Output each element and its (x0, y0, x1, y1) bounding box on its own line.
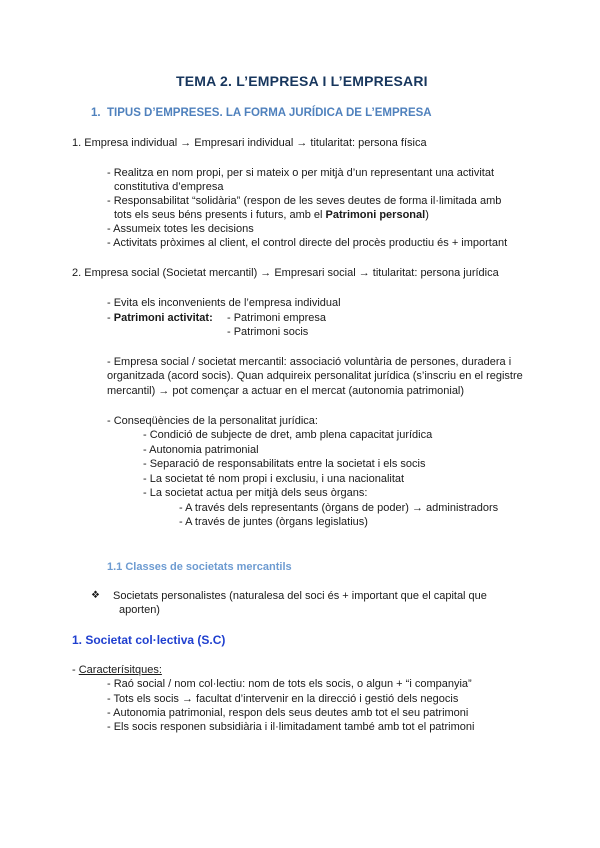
personalistes-line-2: aporten) (119, 604, 160, 616)
individual-bullet-1b: constitutiva d’empresa (114, 181, 224, 193)
social-paragraph-2: organitzada (acord socis). Quan adquireix personalitat jurídica (s’inscriu en el registre (107, 370, 523, 382)
consequencia-item: - Autonomia patrimonial (143, 444, 259, 456)
social-paragraph-3: mercantil) → pot començar a actuar en el mercat (autonomia patrimonial) (107, 385, 465, 397)
individual-bullet-2b: tots els seus béns presents i futurs, amb el Patrimoni personal) (114, 209, 429, 221)
individual-bullet-1a: - Realitza en nom propi, per si mateix o per mitjà d’un representant una activitat (107, 167, 495, 179)
caracteristiques-label: - Caracterísitques: (72, 664, 162, 676)
diamond-bullet-icon: ❖ (91, 590, 100, 601)
patrimoni-socis: - Patrimoni socis (227, 326, 309, 338)
colectiva-item: - Raó social / nom col·lectiu: nom de tots els socis, o algun + “i companyia” (107, 678, 472, 690)
organ-item: - A través de juntes (òrgans legislatius) (179, 516, 368, 528)
social-bullet-1: - Evita els inconvenients de l’empresa individual (107, 297, 341, 309)
consequencia-item: - La societat té nom propi i exclusiu, i una nacionalitat (143, 473, 405, 485)
individual-bullet-3: - Assumeix totes les decisions (107, 223, 254, 235)
patrimoni-activitat: - Patrimoni activitat: (107, 312, 213, 324)
colectiva-item: - Autonomia patrimonial, respon dels seus deutes amb tot el seu patrimoni (107, 707, 469, 719)
individual-bullet-2a: - Responsabilitat “solidària” (respon de les seves deutes de forma il·limitada amb (107, 195, 502, 207)
organ-item: - A través dels representants (òrgans de poder) → administradors (179, 502, 499, 514)
classes-heading: 1.1 Classes de societats mercantils (107, 561, 292, 573)
consequencia-item: - Condició de subjecte de dret, amb plena capacitat jurídica (143, 429, 433, 441)
consequencies-heading: - Conseqüències de la personalitat jurídica: (107, 415, 318, 427)
individual-bullet-4: - Activitats pròximes al client, el control directe del procès productiu és + important (107, 237, 508, 249)
consequencia-item: - La societat actua per mitjà dels seus òrgans: (143, 487, 368, 499)
consequencia-item: - Separació de responsabilitats entre la societat i els socis (143, 458, 426, 470)
personalistes-line-1: Societats personalistes (naturalesa del soci és + important que el capital que (113, 590, 487, 602)
individual-heading: 1. Empresa individual → Empresari individual → titularitat: persona física (72, 137, 427, 149)
section-number: 1. (91, 107, 101, 119)
colectiva-heading: 1. Societat col·lectiva (S.C) (72, 633, 226, 647)
social-paragraph-1: - Empresa social / societat mercantil: associació voluntària de persones, duradera i (107, 356, 512, 368)
social-heading: 2. Empresa social (Societat mercantil) → Empresari social → titularitat: persona jurídica (72, 267, 499, 279)
section-heading: TIPUS D’EMPRESES. LA FORMA JURÍDICA DE L’EMPRESA (107, 107, 432, 119)
colectiva-item: - Tots els socis → facultat d’intervenir en la direcció i gestió dels negocis (107, 693, 459, 705)
patrimoni-personal: Patrimoni personal (325, 209, 426, 221)
page-title: TEMA 2. L’EMPRESA I L’EMPRESARI (176, 73, 428, 89)
patrimoni-empresa: - Patrimoni empresa (227, 312, 327, 324)
colectiva-item: - Els socis responen subsidiària i il·limitadament també amb tot el patrimoni (107, 721, 475, 733)
